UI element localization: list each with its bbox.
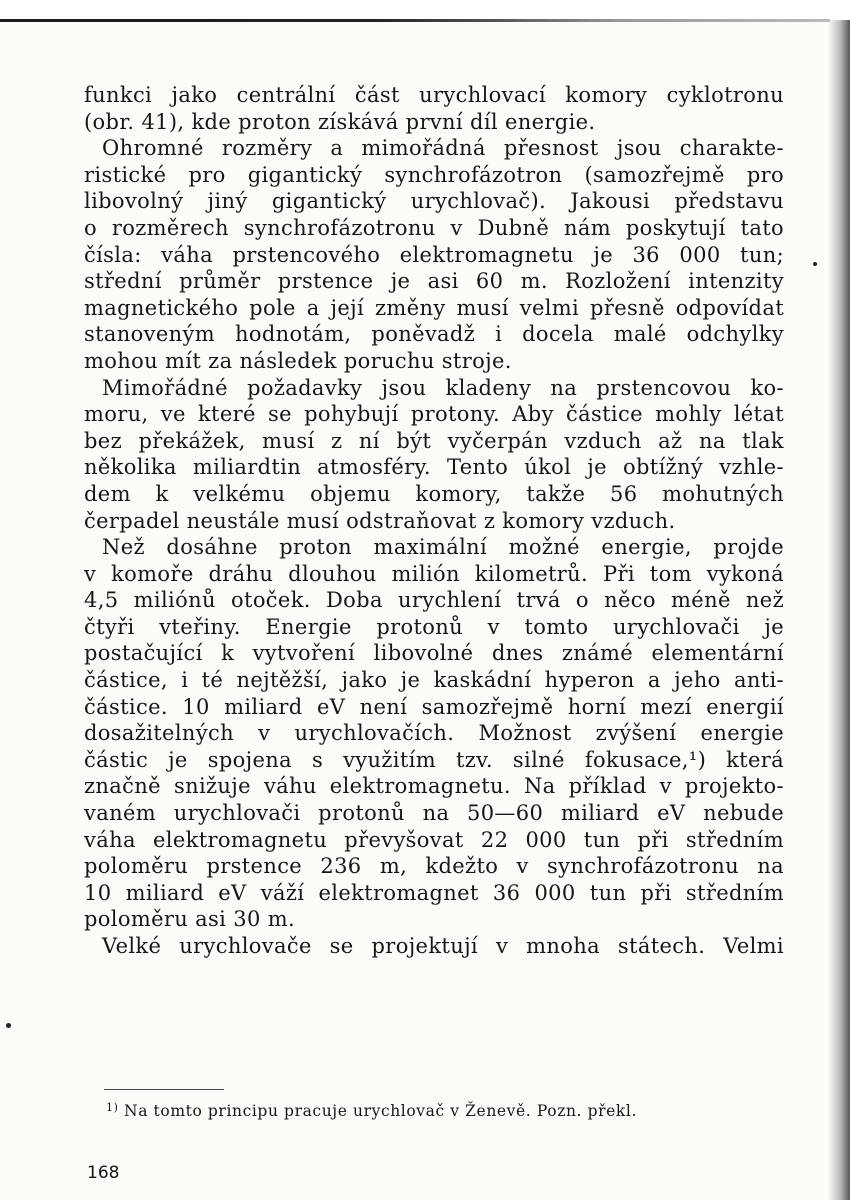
text-line: dosažitelných v urychlovačích. Možnost zvýšení energie	[84, 721, 784, 746]
text-line: Velké urychlovače se projektují v mnoha státech. Velmi	[102, 934, 784, 958]
text-line: libovolný jiný gigantický urychlovač). Jakousi představu	[84, 189, 784, 214]
text-line: čísla: váha prstencového elektromagnetu je 36 000 tun;	[84, 242, 784, 267]
text-line: (obr. 41), kde proton získává první díl energie.	[84, 109, 596, 134]
scan-speck	[6, 1023, 11, 1028]
footnote-marker: 1)	[106, 1101, 119, 1114]
text-line: Ohromné rozměry a mimořádná přesnost jsou charakte-	[102, 136, 784, 161]
text-line: mohou mít za následek poruchu stroje.	[84, 348, 512, 373]
text-line: čtyři vteřiny. Energie protonů v tomto urychlovači je	[84, 614, 784, 639]
text-line: 10 miliard eV váží elektromagnet 36 000 tun při středním	[84, 880, 784, 905]
text-line: bez překážek, musí z ní být vyčerpán vzduch až na tlak	[84, 428, 784, 453]
text-line: váha elektromagnetu převyšovat 22 000 tun při středním	[84, 827, 784, 852]
text-line: Než dosáhne proton maximální možné energie, projde	[102, 535, 784, 560]
text-line: čerpadel neustále musí odstraňovat z komory vzduch.	[84, 508, 676, 533]
text-line: o rozměrech synchrofázotronu v Dubně nám poskytují tato	[84, 215, 784, 240]
text-line: Mimořádné požadavky jsou kladeny na prstencovou ko-	[102, 375, 784, 400]
footnote-text: Na tomto principu pracuje urychlovač v Ženevě. Pozn. překl.	[124, 1102, 637, 1120]
text-line: moru, ve které se pohybují protony. Aby částice mohly létat	[84, 402, 784, 427]
scan-speck	[813, 262, 817, 266]
text-line: značně snižuje váhu elektromagnetu. Na příklad v projekto-	[84, 774, 784, 799]
page-number: 168	[87, 1163, 120, 1183]
text-line: 4,5 miliónů otoček. Doba urychlení trvá o něco méně než	[84, 588, 784, 613]
text-line: stanoveným hodnotám, poněvadž i docela malé odchylky	[84, 322, 784, 347]
text-line: dem k velkému objemu komory, takže 56 mohutných	[84, 481, 784, 506]
text-line: ristické pro gigantický synchrofázotron (samozřejmě pro	[84, 162, 784, 187]
text-line: poloměru prstence 236 m, kdežto v synchrofázotronu na	[84, 854, 784, 879]
text-line: v komoře dráhu dlouhou milión kilometrů. Při tom vykoná	[84, 561, 784, 586]
body-text	[84, 82, 784, 960]
text-line: střední průměr prstence je asi 60 m. Rozložení intenzity	[84, 269, 784, 294]
text-line: vaném urychlovači protonů na 50—60 miliard eV nebude	[84, 801, 784, 826]
footnote	[106, 1101, 637, 1120]
text-line: částic je spojena s využitím tzv. silné fokusace,¹) která	[84, 747, 784, 772]
text-line: postačující k vytvoření libovolné dnes známé elementární	[84, 641, 784, 666]
text-line: několika miliardtin atmosféry. Tento úkol je obtížný vzhle-	[84, 455, 784, 480]
scan-binding-shadow	[828, 20, 850, 1200]
footnote-divider	[104, 1089, 224, 1090]
text-line: magnetického pole a její změny musí velmi přesně odpovídat	[84, 295, 784, 320]
text-line: funkci jako centrální část urychlovací komory cyklotronu	[84, 83, 784, 107]
scan-top-rule	[0, 19, 830, 22]
text-line: poloměru asi 30 m.	[84, 907, 295, 932]
text-line: částice, i té nejtěžší, jako je kaskádní hyperon a jeho anti-	[84, 668, 784, 693]
text-line: částice. 10 miliard eV není samozřejmě horní mezí energií	[84, 694, 784, 719]
